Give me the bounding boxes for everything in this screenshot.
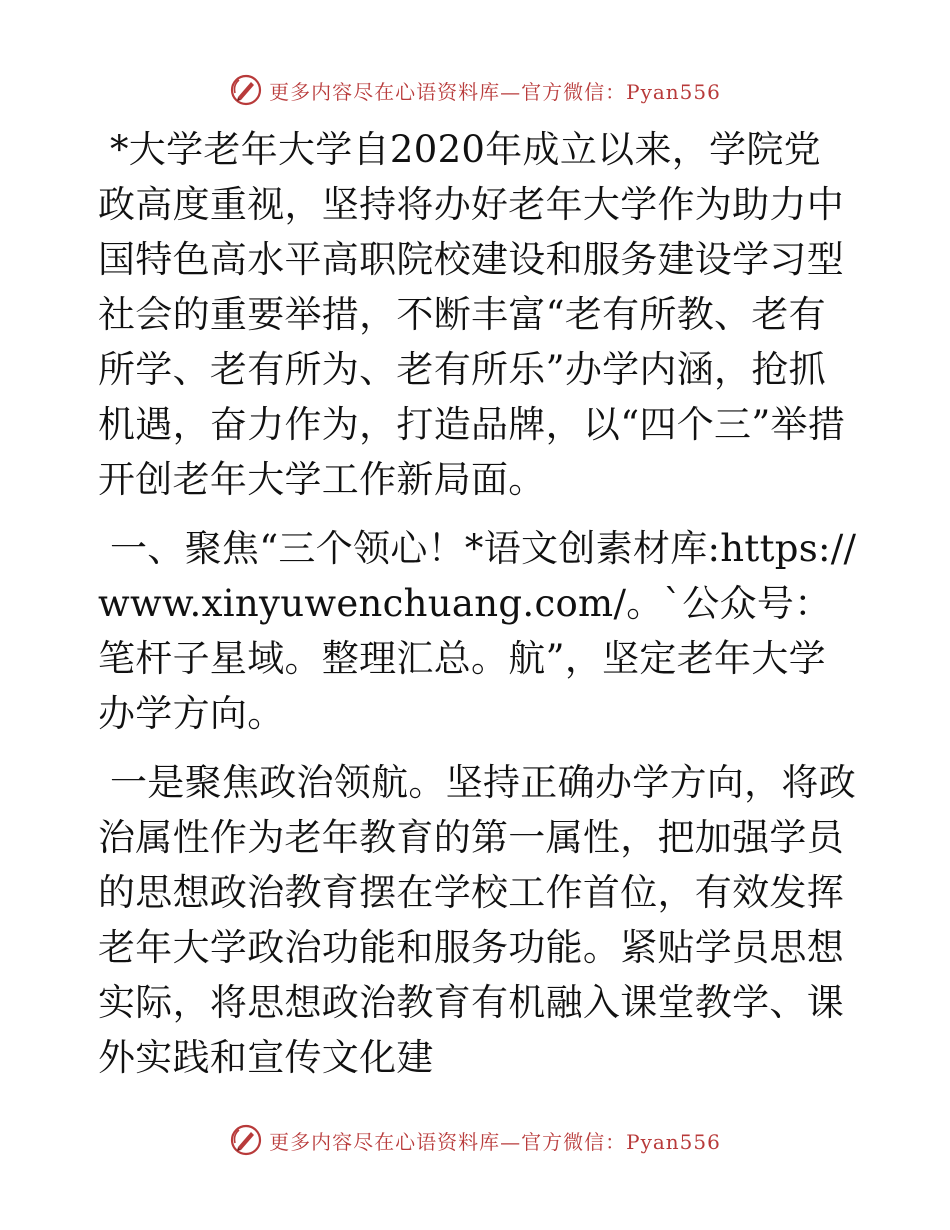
paragraph-section-one-heading: 一、聚焦“三个领心！*语文创素材库:https://www.xinyuwenchuang.com/。`公众号：笔杆子星域。整理汇总。航”，坚定老年大学办学方向。 xyxy=(98,527,857,735)
watermark-text-top: 更多内容尽在心语资料库—官方微信：Pyan556 xyxy=(269,79,721,104)
paragraph-intro: *大学老年大学自2020年成立以来，学院党政高度重视，坚持将办好老年大学作为助力中国特色高水平高职院校建设和服务建设学习型社会的重要举措，不断丰富“老有所教、老有所学、老有所为、老有所乐”办学内涵，抢抓机遇，奋力作为，打造品牌，以“四个三”举措开创老年大学工作新局面。 xyxy=(98,128,846,501)
paragraph-political-guidance: 一是聚焦政治领航。坚持正确办学方向，将政治属性作为老年教育的第一属性，把加强学员的思想政治教育摆在学校工作首位，有效发挥老年大学政治功能和服务功能。紧贴学员思想实际，将思想政治教育有机融入课堂教学、课外实践和宣传文化建 xyxy=(98,761,856,1079)
watermark-banner-top xyxy=(0,70,950,110)
pen-logo-icon xyxy=(229,73,263,107)
pen-logo-icon xyxy=(229,1123,263,1157)
watermark-banner-bottom xyxy=(0,1120,950,1160)
document-body xyxy=(98,122,858,1099)
watermark-text-bottom: 更多内容尽在心语资料库—官方微信：Pyan556 xyxy=(269,1129,721,1154)
